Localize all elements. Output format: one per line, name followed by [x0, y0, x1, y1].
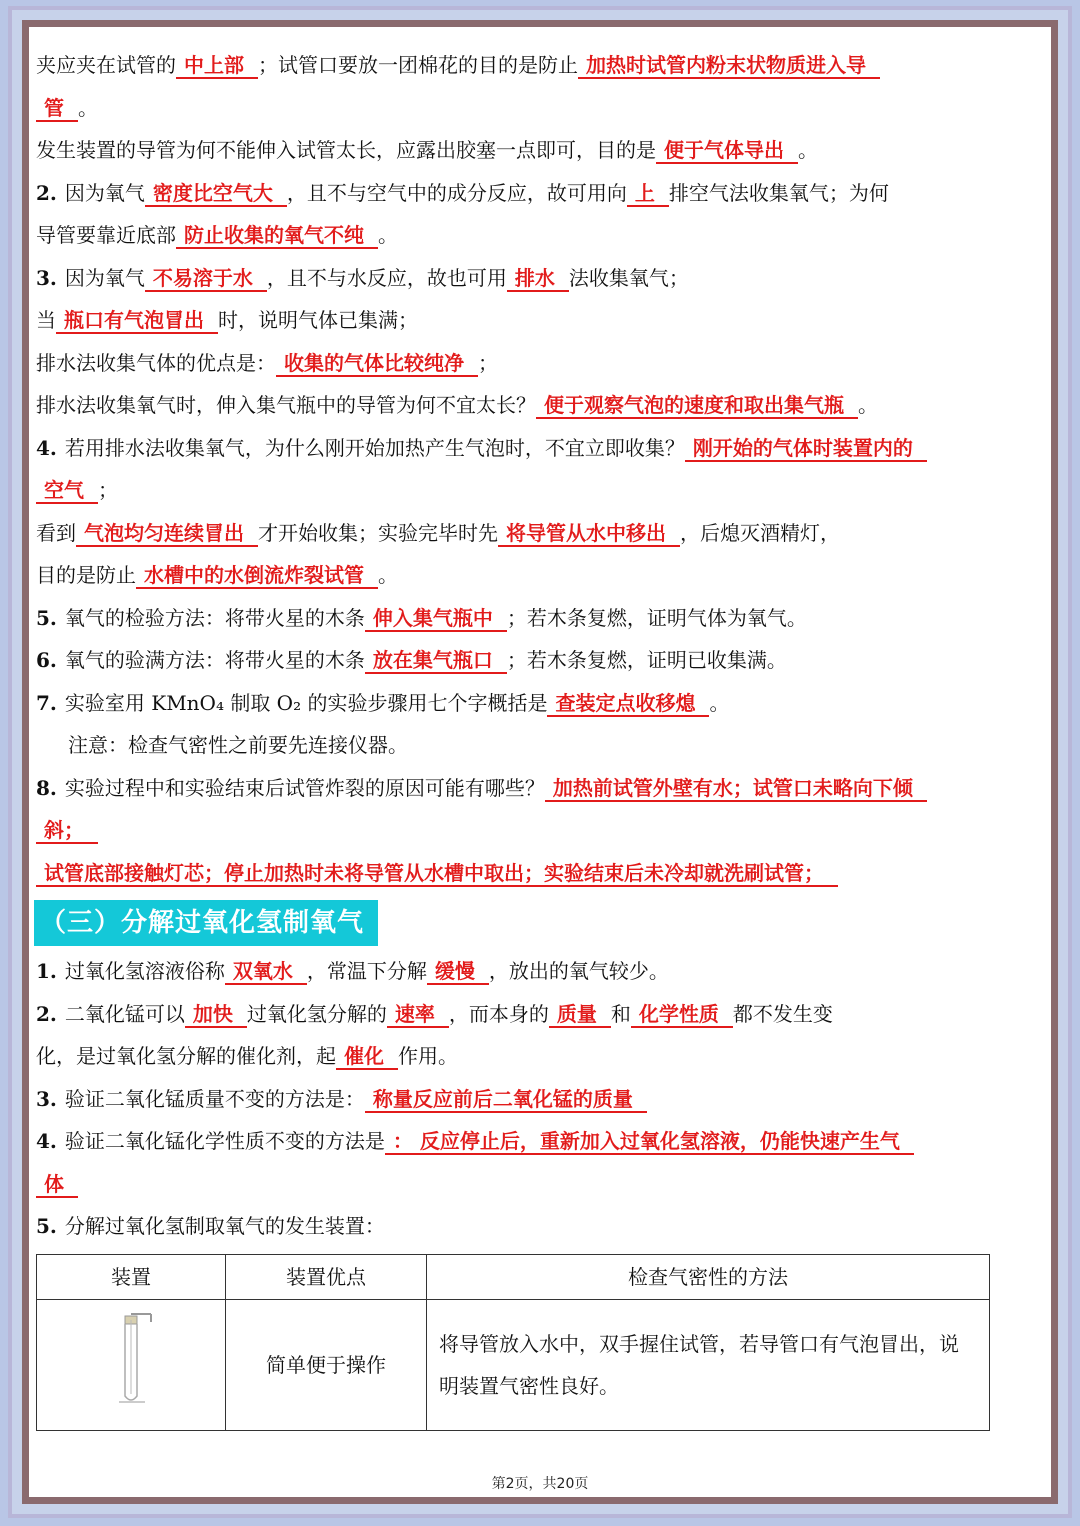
- text-line: [36, 129, 996, 172]
- question-text: 才开始收集；实验完毕时先: [258, 520, 498, 545]
- text-line: [36, 299, 996, 342]
- answer-blank: 将导管从水中移出: [498, 521, 680, 547]
- question-text: 二氧化锰可以: [64, 1001, 185, 1026]
- answer-blank: 不易溶于水: [145, 266, 267, 292]
- text-line: [36, 554, 996, 597]
- section-two-items: [36, 44, 996, 894]
- item-number: 3.: [36, 1086, 57, 1111]
- question-text: ；: [98, 478, 118, 502]
- answer-blank: 空气: [36, 478, 98, 504]
- question-text: 看到: [36, 520, 76, 545]
- text-line: [36, 257, 996, 300]
- item-number: 5.: [36, 605, 57, 630]
- answer-blank: 刚开始的气体时装置内的: [685, 436, 927, 462]
- answer-blank: 便于气体导出: [656, 138, 798, 164]
- item-number: 1.: [36, 959, 57, 983]
- answer-blank: 查装定点收移熄: [547, 691, 709, 717]
- item-number: 2.: [36, 180, 57, 205]
- header-apparatus: 装置: [37, 1254, 226, 1300]
- answer-blank: 速率: [387, 1002, 449, 1028]
- question-text: 导管要靠近底部: [36, 223, 176, 247]
- text-line: [36, 342, 996, 385]
- question-text: 。: [858, 393, 878, 417]
- question-text: ；试管口要放一团棉花的目的是防止: [258, 53, 578, 77]
- header-advantage: 装置优点: [226, 1254, 427, 1300]
- text-line: [36, 1120, 996, 1163]
- question-text: 验证二氧化锰化学性质不变的方法是: [64, 1129, 385, 1153]
- apparatus-image-cell: [37, 1300, 226, 1431]
- question-text: 法收集氧气；: [568, 265, 689, 290]
- question-text: 和: [610, 1001, 631, 1026]
- question-text: 。: [378, 223, 398, 247]
- answer-blank: 试管底部接触灯芯；停止加热时未将导管从水槽中取出；实验结束后未冷却就洗刷试管；: [36, 861, 838, 887]
- question-text: 。: [709, 690, 730, 715]
- item-number: 2.: [36, 1001, 57, 1026]
- answer-blank: 管: [36, 96, 78, 122]
- text-line: [36, 950, 996, 993]
- text-line: [36, 724, 996, 767]
- question-text: ；若木条复燃，证明气体为氧气。: [506, 605, 807, 630]
- question-text: ，且不与空气中的成分反应，故可用向: [286, 180, 627, 205]
- question-text: 排空气法收集氧气；为何: [668, 180, 889, 205]
- question-text: 。: [798, 138, 818, 162]
- question-text: 过氧化氢分解的: [246, 1001, 387, 1026]
- apparatus-table: [36, 1254, 990, 1432]
- answer-blank: 密度比空气大: [145, 181, 287, 207]
- text-line: [36, 993, 996, 1036]
- item-number: 8.: [36, 775, 57, 800]
- answer-blank: 上: [627, 181, 669, 207]
- section-three-items: [36, 950, 996, 1248]
- question-text: 实验室用 KMnO₄ 制取 O₂ 的实验步骤用七个字概括是: [64, 690, 548, 715]
- answer-blank: 质量: [549, 1002, 611, 1028]
- question-text: 氧气的验满方法：将带火星的木条: [64, 648, 365, 672]
- text-line: [36, 1205, 996, 1248]
- question-text: 。: [78, 95, 98, 120]
- answer-blank: 伸入集气瓶中: [365, 606, 507, 632]
- worksheet-page: [36, 44, 996, 1431]
- question-text: 夹应夹在试管的: [36, 53, 176, 77]
- text-line: [36, 639, 996, 682]
- question-text: ；若木条复燃，证明已收集满。: [506, 648, 787, 672]
- question-text: 排水法收集氧气时，伸入集气瓶中的导管为何不宜太长？: [36, 393, 536, 417]
- text-line: [36, 214, 996, 257]
- answer-blank: 催化: [336, 1044, 398, 1070]
- question-text: 化，是过氧化氢分解的催化剂，起: [36, 1044, 336, 1068]
- question-text: ，且不与水反应，故也可用: [266, 265, 507, 290]
- question-text: 因为氧气: [64, 180, 145, 205]
- question-text: 分解过氧化氢制取氧气的发生装置：: [64, 1214, 385, 1238]
- question-text: ，放出的氧气较少。: [488, 959, 669, 983]
- text-line: [36, 682, 996, 725]
- text-line: [36, 44, 996, 87]
- question-text: 氧气的检验方法：将带火星的木条: [64, 605, 365, 630]
- item-number: 7.: [36, 690, 57, 715]
- answer-blank: 斜；: [36, 818, 98, 844]
- question-text: ，常温下分解: [306, 959, 427, 983]
- question-text: 目的是防止: [36, 563, 136, 587]
- text-line: [36, 1035, 996, 1078]
- text-line: [36, 1163, 996, 1206]
- question-text: 当: [36, 308, 56, 332]
- text-line: [36, 469, 996, 512]
- question-text: 时，说明气体已集满；: [218, 308, 418, 332]
- text-line: [36, 87, 996, 130]
- test-tube-apparatus-icon: [101, 1308, 161, 1408]
- answer-blank: 防止收集的氧气不纯: [176, 223, 378, 249]
- question-text: 注意：检查气密性之前要先连接仪器。: [68, 733, 408, 757]
- answer-blank: 水槽中的水倒流炸裂试管: [136, 563, 378, 589]
- answer-blank: 加快: [185, 1002, 247, 1028]
- answer-blank: 缓慢: [427, 959, 489, 985]
- method-cell: 将导管放入水中，双手握住试管，若导管口有气泡冒出，说明装置气密性良好。: [427, 1300, 990, 1431]
- question-text: 若用排水法收集氧气，为什么刚开始加热产生气泡时，不宜立即收集？: [64, 435, 685, 460]
- text-line: [36, 597, 996, 640]
- answer-blank: 收集的气体比较纯净: [276, 351, 478, 377]
- question-text: 发生装置的导管为何不能伸入试管太长，应露出胶塞一点即可，目的是: [36, 138, 656, 162]
- text-line: [36, 512, 996, 555]
- question-text: 因为氧气: [64, 265, 145, 290]
- table-row: [37, 1300, 990, 1431]
- text-line: [36, 809, 996, 852]
- item-number: 4.: [36, 1129, 57, 1153]
- item-number: 5.: [36, 1214, 57, 1238]
- question-text: ；: [478, 350, 498, 375]
- answer-blank: 双氧水: [225, 959, 307, 985]
- advantage-cell: 简单便于操作: [226, 1300, 427, 1431]
- text-line: [36, 767, 996, 810]
- question-text: ，而本身的: [448, 1001, 549, 1026]
- question-text: 验证二氧化锰质量不变的方法是：: [64, 1086, 365, 1111]
- answer-blank: 便于观察气泡的速度和取出集气瓶: [536, 393, 858, 419]
- page-footer: 第2页，共20页: [491, 1476, 589, 1492]
- question-text: 作用。: [398, 1044, 458, 1068]
- text-line: [36, 852, 996, 895]
- question-text: 过氧化氢溶液俗称: [64, 959, 225, 983]
- answer-blank: 气泡均匀连续冒出: [76, 521, 258, 547]
- answer-blank: 排水: [507, 266, 569, 292]
- question-text: 。: [378, 563, 398, 587]
- text-line: [36, 1078, 996, 1121]
- text-line: [36, 427, 996, 470]
- text-line: [36, 172, 996, 215]
- answer-blank: ： 反应停止后，重新加入过氧化氢溶液，仍能快速产生气: [385, 1129, 914, 1155]
- answer-blank: 化学性质: [631, 1002, 733, 1028]
- question-text: 实验过程中和实验结束后试管炸裂的原因可能有哪些？: [64, 775, 545, 800]
- question-text: 排水法收集气体的优点是：: [36, 350, 276, 375]
- item-number: 6.: [36, 648, 57, 672]
- answer-blank: 加热前试管外壁有水；试管口未略向下倾: [545, 776, 927, 802]
- question-text: 都不发生变: [732, 1001, 833, 1026]
- answer-blank: 加热时试管内粉末状物质进入导: [578, 53, 880, 79]
- item-number: 4.: [36, 435, 57, 460]
- answer-blank: 称量反应前后二氧化锰的质量: [365, 1087, 647, 1113]
- section-title: （三）分解过氧化氢制氧气: [34, 900, 378, 946]
- answer-blank: 放在集气瓶口: [365, 648, 507, 674]
- answer-blank: 瓶口有气泡冒出: [56, 308, 218, 334]
- text-line: [36, 384, 996, 427]
- item-number: 3.: [36, 265, 57, 290]
- header-airtightness-method: 检查气密性的方法: [427, 1254, 990, 1300]
- question-text: ，后熄灭酒精灯，: [680, 520, 840, 545]
- answer-blank: 体: [36, 1172, 78, 1198]
- answer-blank: 中上部: [176, 53, 258, 79]
- table-header-row: [37, 1254, 990, 1300]
